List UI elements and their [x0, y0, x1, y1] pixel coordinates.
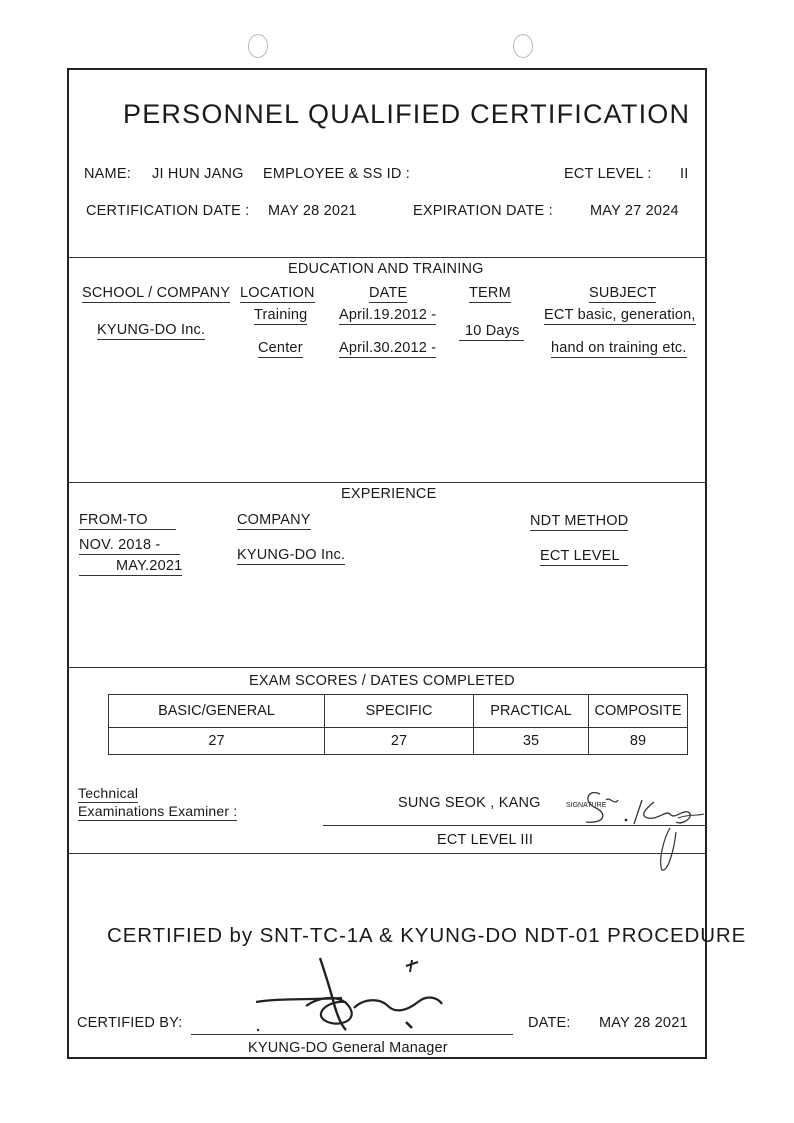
divider	[69, 667, 706, 668]
expiration-date-label: EXPIRATION DATE :	[413, 203, 553, 219]
exam-col-practical: PRACTICAL	[474, 695, 589, 728]
ect-level-label: ECT LEVEL :	[564, 166, 652, 182]
certified-statement: CERTIFIED by SNT-TC-1A & KYUNG-DO NDT-01 PROCEDURE	[107, 924, 747, 947]
education-term: 10 Days	[459, 323, 524, 341]
manager-signature	[250, 952, 450, 1036]
divider	[69, 257, 706, 258]
exam-value-composite: 89	[589, 728, 688, 755]
experience-heading: EXPERIENCE	[341, 486, 437, 502]
certification-date-label: CERTIFICATION DATE :	[86, 203, 250, 219]
certificate-title: PERSONNEL QUALIFIED CERTIFICATION	[123, 99, 691, 129]
exam-values-row	[109, 728, 688, 755]
exam-header-row	[109, 695, 688, 728]
col-company: COMPANY	[237, 512, 311, 528]
signature-label: SIGNATURE	[566, 802, 607, 809]
divider	[69, 482, 706, 483]
education-location-line1: Training	[254, 307, 308, 323]
col-from-to: FROM-TO	[79, 512, 176, 530]
education-subject-line1: ECT basic, generation,	[544, 307, 696, 323]
experience-method: ECT LEVEL	[540, 548, 628, 566]
certification-date-value: MAY 28 2021	[268, 203, 357, 219]
exam-value-practical: 35	[474, 728, 589, 755]
ect-level-value: II	[680, 166, 689, 182]
employee-id-label: EMPLOYEE & SS ID :	[263, 166, 411, 182]
col-subject: SUBJECT	[589, 285, 657, 301]
punch-hole-right	[513, 34, 533, 58]
general-manager-caption: KYUNG-DO General Manager	[248, 1040, 448, 1056]
certified-by-line	[191, 1034, 513, 1035]
exam-value-specific: 27	[325, 728, 474, 755]
examiner-label-line2: Examinations Examiner :	[78, 803, 238, 819]
exam-scores-table	[108, 694, 688, 755]
col-location: LOCATION	[240, 285, 315, 301]
education-heading: EDUCATION AND TRAINING	[288, 261, 484, 277]
education-date-line2: April.30.2012 -	[339, 340, 437, 356]
divider	[69, 853, 706, 854]
examiner-signature-line	[323, 825, 706, 826]
experience-to: MAY.2021	[79, 558, 182, 576]
footer-date-value: MAY 28 2021	[599, 1015, 688, 1031]
exam-col-basic: BASIC/GENERAL	[109, 695, 325, 728]
exam-col-specific: SPECIFIC	[325, 695, 474, 728]
col-date: DATE	[369, 285, 408, 301]
punch-hole-left	[248, 34, 268, 58]
experience-from: NOV. 2018 -	[79, 537, 180, 555]
education-subject-line2: hand on training etc.	[551, 340, 687, 356]
name-label: NAME:	[84, 166, 131, 182]
examiner-level: ECT LEVEL III	[437, 832, 534, 848]
certified-by-label: CERTIFIED BY:	[77, 1015, 183, 1031]
exam-heading: EXAM SCORES / DATES COMPLETED	[249, 673, 515, 689]
education-school: KYUNG-DO Inc.	[97, 322, 206, 338]
col-term: TERM	[469, 285, 511, 301]
education-location-line2: Center	[258, 340, 303, 356]
education-date-line1: April.19.2012 -	[339, 307, 437, 323]
examiner-name: SUNG SEOK , KANG	[398, 795, 541, 811]
exam-value-basic: 27	[109, 728, 325, 755]
exam-col-composite: COMPOSITE	[589, 695, 688, 728]
col-ndt-method: NDT METHOD	[530, 513, 629, 529]
col-school-company: SCHOOL / COMPANY	[82, 285, 231, 301]
expiration-date-value: MAY 27 2024	[590, 203, 679, 219]
name-value: JI HUN JANG	[152, 166, 244, 182]
examiner-signature	[578, 780, 706, 872]
examiner-label-line1: Technical	[78, 785, 139, 801]
footer-date-label: DATE:	[528, 1015, 571, 1031]
experience-company: KYUNG-DO Inc.	[237, 547, 346, 563]
